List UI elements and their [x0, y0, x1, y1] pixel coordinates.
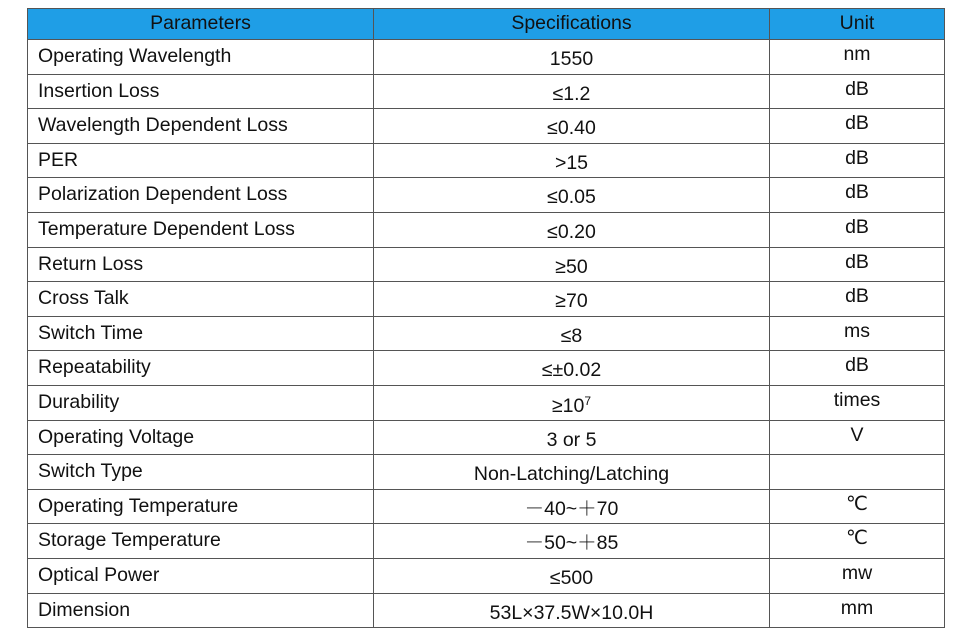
specification-text: Non-Latching/Latching [473, 463, 670, 486]
unit-value: dB [845, 250, 869, 273]
spec-table [27, 8, 945, 628]
specification-value [547, 221, 596, 243]
parameter-cell: Return Loss [28, 247, 374, 282]
parameter-cell: Switch Time [28, 316, 374, 351]
header-specifications: Specifications [374, 9, 770, 40]
parameter-cell: Durability [28, 385, 374, 420]
unit-cell [770, 74, 945, 109]
table-row [28, 109, 945, 144]
specification-value [555, 256, 587, 278]
specification-value [555, 152, 588, 174]
unit-cell [770, 420, 945, 455]
parameter-cell: Operating Voltage [28, 420, 374, 455]
table-row [28, 316, 945, 351]
specification-value [547, 429, 597, 451]
parameter-cell: Repeatability [28, 351, 374, 386]
specification-value [525, 498, 619, 520]
unit-cell [770, 212, 945, 247]
specification-value [547, 117, 596, 139]
specification-text: ≥70 [555, 290, 588, 313]
header-unit: Unit [770, 9, 945, 40]
unit-value: dB [845, 216, 869, 239]
unit-value: mw [841, 561, 873, 584]
header-row [28, 9, 945, 40]
table-body [28, 40, 945, 628]
specification-cell [374, 489, 770, 524]
specification-text: ≤0.40 [547, 117, 596, 140]
table-row [28, 40, 945, 75]
parameter-cell: Polarization Dependent Loss [28, 178, 374, 213]
parameter-cell: Insertion Loss [28, 74, 374, 109]
specification-cell [374, 455, 770, 490]
specification-text: ≤500 [549, 566, 594, 589]
unit-value: dB [845, 77, 869, 100]
specification-text: ≤0.20 [547, 221, 596, 244]
table-row [28, 558, 945, 593]
specification-cell [374, 351, 770, 386]
specification-cell [374, 420, 770, 455]
unit-cell [770, 247, 945, 282]
specification-text: ≤1.2 [552, 82, 591, 105]
specification-text: －40~＋70 [524, 497, 619, 520]
specification-cell [374, 74, 770, 109]
unit-cell [770, 489, 945, 524]
parameter-cell: Operating Temperature [28, 489, 374, 524]
specification-text: 3 or 5 [546, 428, 597, 451]
unit-cell [770, 385, 945, 420]
table-row [28, 455, 945, 490]
unit-cell [770, 351, 945, 386]
specification-cell [374, 143, 770, 178]
unit-value: times [833, 388, 881, 411]
specification-value [525, 532, 619, 554]
specification-cell [374, 178, 770, 213]
specification-cell [374, 282, 770, 317]
specification-value [561, 325, 583, 347]
unit-value: V [850, 423, 864, 446]
table-row [28, 74, 945, 109]
unit-value: dB [845, 181, 869, 204]
table-row [28, 212, 945, 247]
unit-value: dB [845, 112, 869, 135]
table-row [28, 524, 945, 559]
table-row [28, 593, 945, 628]
parameter-cell: Operating Wavelength [28, 40, 374, 75]
specification-cell [374, 247, 770, 282]
specification-text: ≥10 [551, 394, 585, 417]
unit-value: dB [845, 354, 869, 377]
unit-cell [770, 143, 945, 178]
unit-cell [770, 455, 945, 490]
parameter-cell: Switch Type [28, 455, 374, 490]
table-header [28, 9, 945, 40]
specification-value [542, 359, 601, 381]
parameter-cell: Wavelength Dependent Loss [28, 109, 374, 144]
unit-value: ms [844, 319, 870, 342]
table-row [28, 143, 945, 178]
table-row [28, 420, 945, 455]
unit-cell [770, 316, 945, 351]
header-parameters: Parameters [28, 9, 374, 40]
specification-text: ≤0.05 [547, 186, 596, 209]
specification-value [552, 395, 591, 417]
specification-text: 1550 [549, 48, 594, 71]
unit-cell [770, 558, 945, 593]
parameter-cell: Dimension [28, 593, 374, 628]
specification-text: ≥50 [555, 255, 588, 278]
specification-text: >15 [554, 151, 589, 174]
table-row [28, 247, 945, 282]
unit-value: mm [840, 596, 874, 619]
specification-cell [374, 40, 770, 75]
specification-text: 53L×37.5W×10.0H [489, 601, 654, 624]
unit-cell [770, 40, 945, 75]
unit-cell [770, 109, 945, 144]
table-row [28, 178, 945, 213]
specification-value [550, 567, 593, 589]
specification-text: ≤8 [560, 324, 583, 347]
table-row [28, 351, 945, 386]
table-row [28, 489, 945, 524]
specification-value [490, 602, 654, 624]
specification-value [474, 463, 669, 485]
specification-cell [374, 558, 770, 593]
parameter-cell: Storage Temperature [28, 524, 374, 559]
specification-value [547, 186, 596, 208]
specification-text: －50~＋85 [524, 532, 619, 555]
table-row [28, 385, 945, 420]
specification-value [553, 83, 591, 105]
specification-cell [374, 385, 770, 420]
unit-cell [770, 524, 945, 559]
unit-cell [770, 178, 945, 213]
unit-value: nm [843, 43, 871, 66]
unit-cell [770, 593, 945, 628]
parameter-cell: Optical Power [28, 558, 374, 593]
unit-value: ℃ [846, 492, 868, 515]
specification-cell [374, 524, 770, 559]
parameter-cell: Cross Talk [28, 282, 374, 317]
specification-cell [374, 109, 770, 144]
unit-cell [770, 282, 945, 317]
specification-superscript: 7 [584, 393, 592, 408]
specification-cell [374, 316, 770, 351]
unit-value: ℃ [846, 527, 868, 550]
parameter-cell: PER [28, 143, 374, 178]
specification-value [550, 48, 593, 70]
unit-value: dB [845, 285, 869, 308]
table-row [28, 282, 945, 317]
parameter-cell: Temperature Dependent Loss [28, 212, 374, 247]
specification-text: ≤±0.02 [541, 359, 602, 382]
specification-cell [374, 212, 770, 247]
specification-cell [374, 593, 770, 628]
unit-value: dB [845, 146, 869, 169]
specification-value [555, 290, 587, 312]
